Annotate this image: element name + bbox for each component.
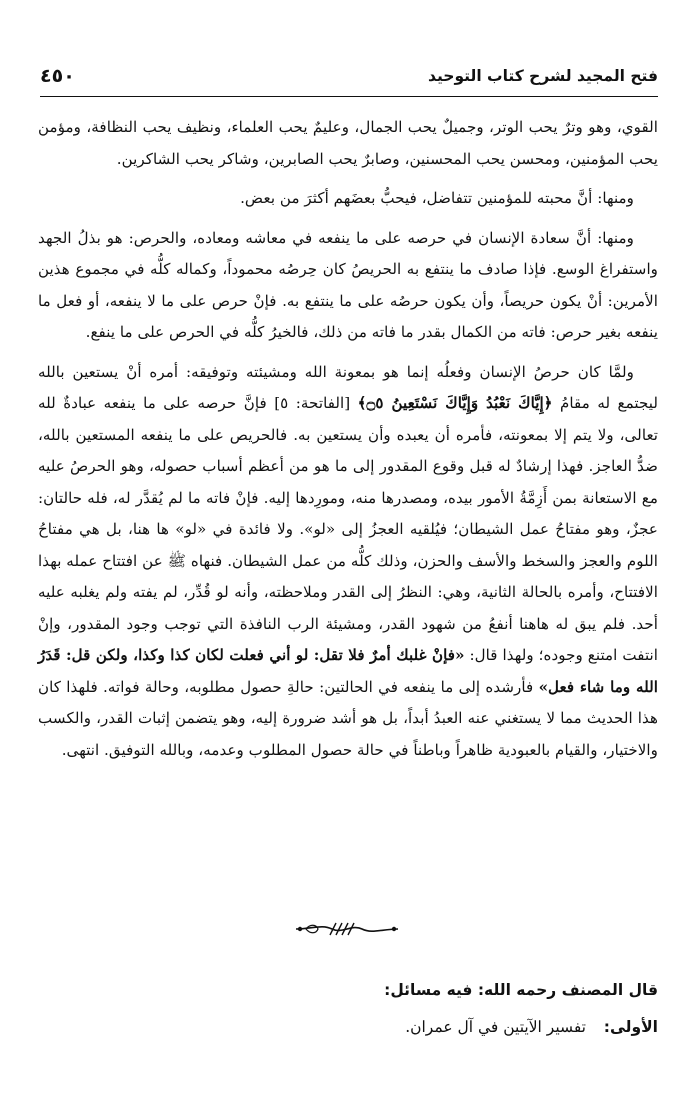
paragraph-text: ولمَّا كان حرصُ الإنسان وفعلُه إنما هو بمعونة الله ومشيئته وتوفيقه: أمره أنْ يستعين بالله ليجتمع له مقامُ (38, 362, 658, 412)
issue-label: الأولى: (603, 1018, 658, 1036)
quran-verse: ﴿إِيَّاكَ نَعْبُدُ وَإِيَّاكَ نَسْتَعِينُ ۝٥﴾ (357, 394, 553, 412)
issue-item (38, 1010, 658, 1044)
paragraph-text: [الفاتحة: ٥] فإنَّ حرصه على ما ينفعه عبادةٌ لله تعالى، ولا يتم إلا بمعونته، فأمره أن يعبده وأن يستعين به. فالحريص على ما ينفعه المستعين بالله، ضدُّ العاجز. فهذا إرشادٌ له قبل وقوع المقدور إلى ما هو من أعظم أسباب حصوله، وهو الحرصُ عليه مع الاستعانة بمن أَزِمَّةُ الأمور بيده، ومصدرها منه، ومورِدها إليه. فإنْ فاته ما لم يُقدَّر له، فله حالتان: عجزٌ، وهو مفتاحُ عمل الشيطان؛ فيُلقيه العجزُ إلى «لو». ولا فائدة في «لو» ها هنا، بل هي مفتاحُ اللوم والعجز والسخط والأسف والحزن، وذلك كلُّه من عمل الشيطان. فنهاه ﷺ عن افتتاح عمله بهذا الافتتاح، وأمره بالحالة الثانية، وهي: النظرُ إلى القدر وملاحظته، وأنه لو قُدِّر، لم يفته ولم يغلبه عليه أحد. فلم يبق له هاهنا أنفعُ من شهود القدر، ومشيئة الرب النافذة التي توجب وجود المقدور، وإنْ انتفت امتنع وجوده؛ ولهذا قال: (38, 394, 658, 664)
paragraph-text: فأرشده إلى ما ينفعه في الحالتين: حالةِ حصول مطلوبه، وحالة فواته. فلهذا كان هذا الحديث مما لا يستغني عنه العبدُ أبداً، بل هو أشد ضرورة إليه، وهو يتضمن إثبات القدر، والكسب والاختيار، والقيام بالعبودية ظاهراً وباطناً في حالة حصول المطلوب وعدمه، وبالله التوفيق. انتهى. (38, 677, 658, 759)
book-title: فتح المجيد لشرح كتاب التوحيد (428, 67, 658, 85)
paragraph-attributes (38, 112, 658, 175)
issues-heading: قال المصنف رحمه الله: فيه مسائل: (384, 981, 658, 999)
paragraph-love-varies (38, 183, 658, 215)
issue-text: تفسير الآيتين في آل عمران. (405, 1018, 586, 1036)
paragraph-diligence (38, 223, 658, 349)
section-divider-ornament (0, 918, 694, 940)
ornament-icon (292, 918, 402, 940)
hadith-quote: «فإنْ غلبك أمرٌ فلا تقل: لو أني فعلت لكان كذا وكذا، ولكن قل: قَدَرُ الله وما شاء فعل» (38, 646, 658, 696)
paragraph-seeking-help (38, 357, 658, 767)
page-header (40, 56, 658, 97)
paragraph-text: القوي، وهو وترٌ يحب الوتر، وجميلٌ يحب الجمال، وعليمٌ يحب العلماء، ونظيف يحب النظافة، ومؤمن يحب المؤمنين، ومحسن يحب المحسنين، وصابرٌ يحب الصابرين، وشاكر يحب الشاكرين. (38, 118, 658, 168)
main-text (38, 112, 658, 774)
paragraph-text: ومنها: أنَّ سعادة الإنسان في حرصه على ما ينفعه في معاشه ومعاده، والحرص: هو بذلُ الجهد واستفراغ الوسع. فإذا صادف ما ينتفع به الحريصُ كان حِرصُه محموداً، وكماله كلُّه في مجموع هذين الأمرين: أنْ يكون حريصاً، وأن يكون حرصُه على ما ينتفع به. فإنْ حرص على ما لا ينفعه، أو فعل ما ينفعه بغير حرص: فاته من الكمال بقدر ما فاته من ذلك، فالخيرُ كلُّه في الحرص على ما ينفع. (38, 228, 658, 341)
paragraph-text: ومنها: أنَّ محبته للمؤمنين تتفاضل، فيحبُّ بعضَهم أكثرَ من بعض. (240, 189, 634, 207)
page-number: ٤٥٠ (40, 65, 75, 87)
issues-section (38, 974, 658, 1044)
